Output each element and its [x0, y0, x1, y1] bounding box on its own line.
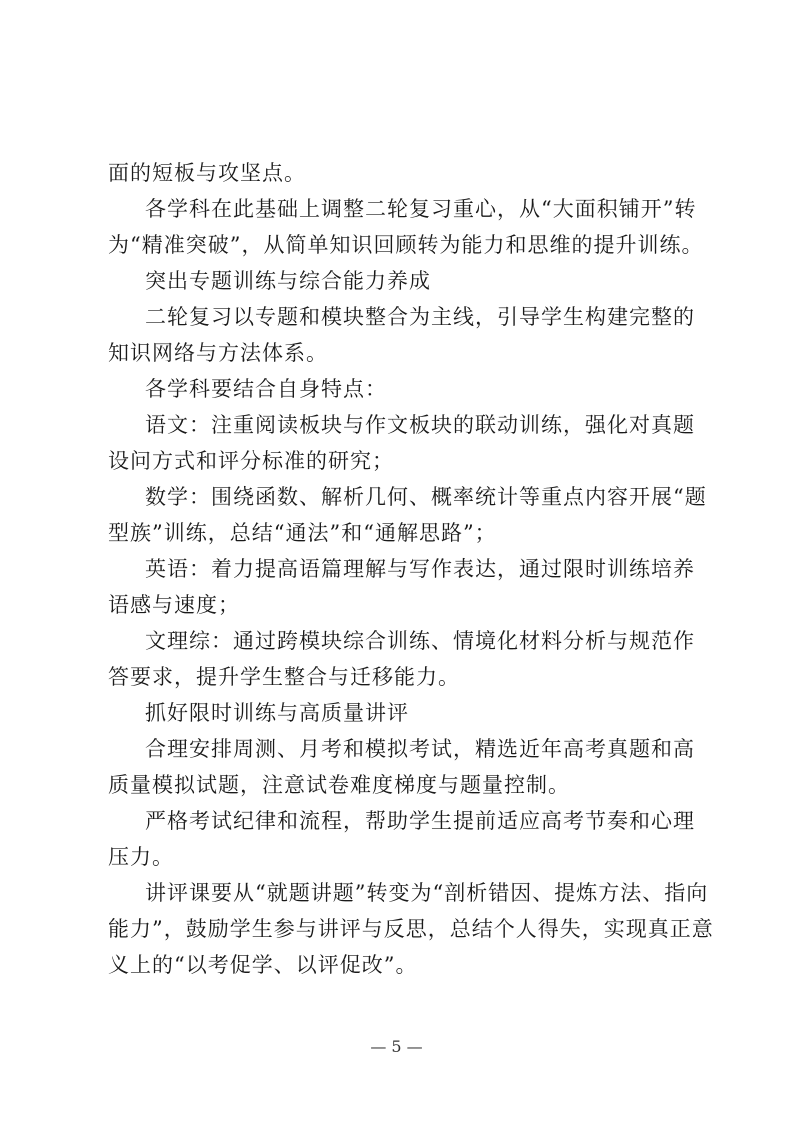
paragraph — [108, 479, 707, 551]
section-heading — [108, 695, 688, 731]
text-line: 型族”训练，总结“通法”和“通解思路”； — [108, 521, 497, 545]
text-line: 数学：围绕函数、解析几何、概率统计等重点内容开展“题 — [145, 485, 707, 509]
paragraph — [108, 299, 695, 371]
text-line: 设问方式和评分标准的研究； — [108, 449, 394, 473]
text-line: 知识网络与方法体系。 — [108, 341, 328, 365]
section-heading — [108, 263, 688, 299]
text-line: 面的短板与攻坚点。 — [108, 161, 306, 185]
text-line: 文理综：通过跨模块综合训练、情境化材料分析与规范作 — [145, 629, 695, 653]
paragraph — [108, 731, 695, 803]
paragraph — [108, 551, 695, 623]
paragraph — [108, 191, 704, 263]
text-line: 二轮复习以专题和模块整合为主线，引导学生构建完整的 — [145, 305, 695, 329]
text-line: 讲评课要从“就题讲题”转变为“剖析错因、提炼方法、指向 — [145, 881, 709, 905]
text-line: 压力。 — [108, 845, 174, 869]
text-line: 抓好限时训练与高质量讲评 — [145, 701, 409, 725]
page-number: — 5 — — [370, 1037, 423, 1056]
text-line: 各学科在此基础上调整二轮复习重心，从“大面积铺开”转 — [145, 197, 697, 221]
text-line: 能力”，鼓励学生参与讲评与反思，总结个人得失，实现真正意 — [108, 917, 714, 941]
text-line: 义上的“以考促学、以评促改”。 — [108, 953, 418, 977]
paragraph — [108, 875, 714, 983]
text-line: 语文：注重阅读板块与作文板块的联动训练，强化对真题 — [145, 413, 695, 437]
paragraph — [108, 803, 695, 875]
text-line: 各学科要结合自身特点： — [145, 377, 387, 401]
text-line: 答要求，提升学生整合与迁移能力。 — [108, 665, 460, 689]
text-line: 英语：着力提高语篇理解与写作表达，通过限时训练培养 — [145, 557, 695, 581]
text-line: 质量模拟试题，注意试卷难度梯度与题量控制。 — [108, 773, 570, 797]
paragraph — [108, 407, 695, 479]
text-line: 合理安排周测、月考和模拟考试，精选近年高考真题和高 — [145, 737, 695, 761]
text-line: 为“精准突破”，从简单知识回顾转为能力和思维的提升训练。 — [108, 233, 704, 257]
text-line: 突出专题训练与综合能力养成 — [145, 269, 431, 293]
paragraph — [108, 371, 688, 407]
paragraph — [108, 155, 688, 191]
text-line: 语感与速度； — [108, 593, 240, 617]
paragraph — [108, 623, 695, 695]
text-line: 严格考试纪律和流程，帮助学生提前适应高考节奏和心理 — [145, 809, 695, 833]
document-body — [108, 155, 714, 983]
